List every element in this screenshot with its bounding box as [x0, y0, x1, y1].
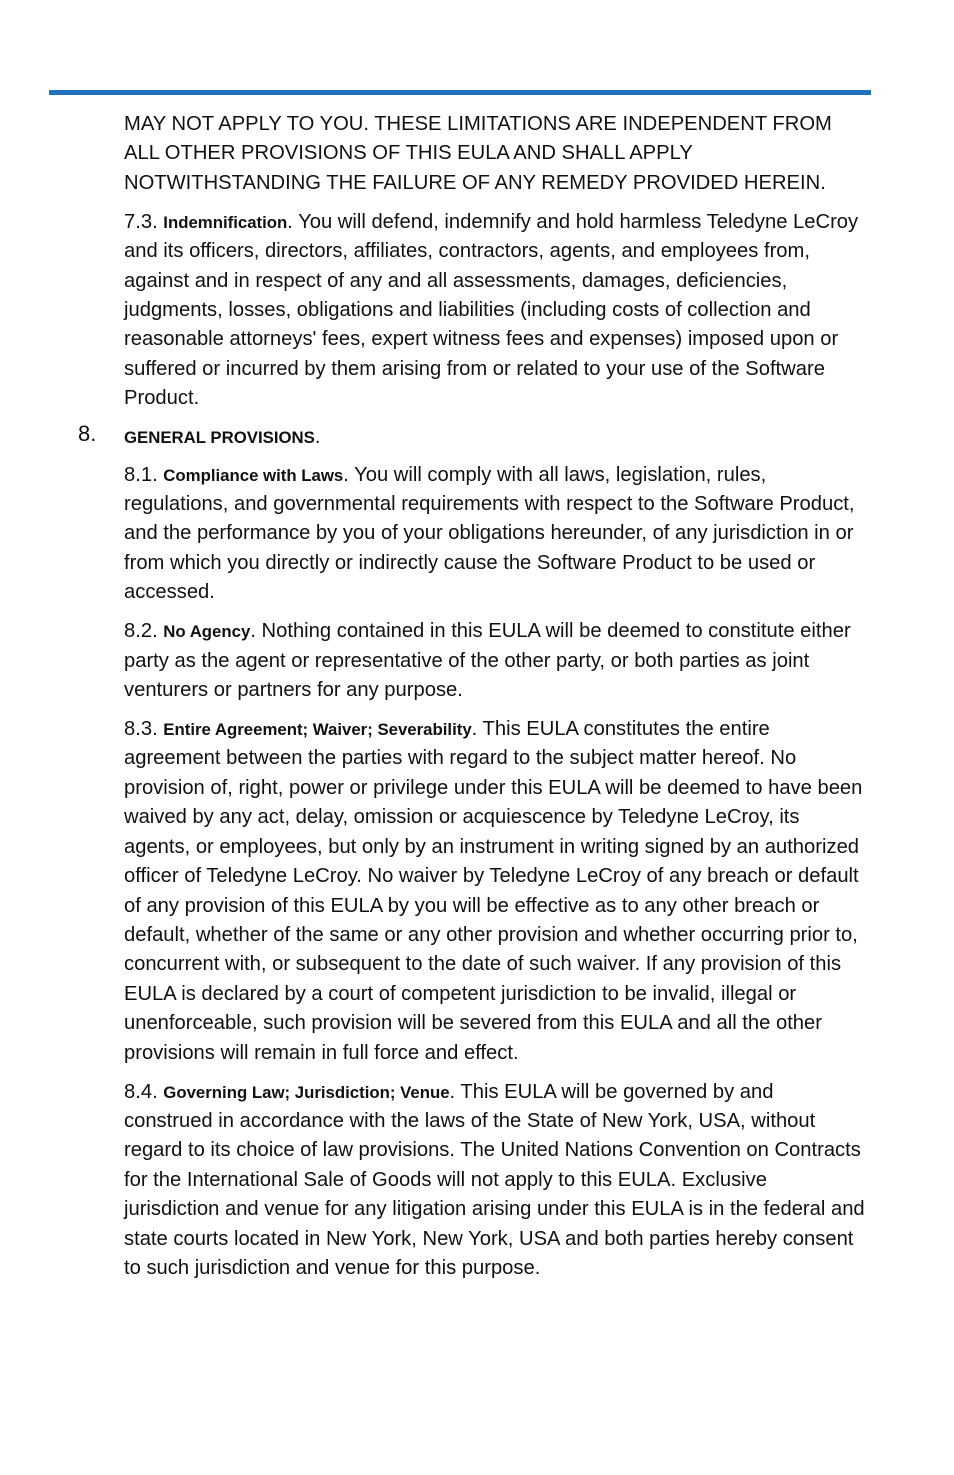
clause-number: 7.3.: [124, 210, 164, 233]
clause-heading: Governing Law; Jurisdiction; Venue: [163, 1082, 450, 1102]
header-rule: [49, 90, 871, 95]
section-8-heading: [78, 421, 866, 452]
clause-body: . This EULA constitutes the entire agreement between the parties with regard to the subject matter hereof. No provision of, right, power or privilege under this EULA will be deemed to have been waived by any act, delay, omission or acquiescence by Teledyne LeCroy, its agents, or employees, but only by an instrument in writing signed by an authorized officer of Teledyne LeCroy. No waiver by Teledyne LeCroy of any breach or default of any provision of this EULA by you will be effective as to any other breach or default, whether of the same or any other provision and whether occurring prior to, concurrent with, or subsequent to the date of such waiver. If any provision of this EULA is declared by a court of competent jurisdiction to be invalid, illegal or unenforceable, such provision will be severed from this EULA and all the other provisions will remain in full force and effect.: [124, 718, 863, 1064]
clause-number: 8.2.: [124, 620, 164, 643]
section-number: 8.: [78, 421, 97, 447]
clause-body: . You will comply with all laws, legislation, rules, regulations, and governmental requirements with respect to the Software Product, and the performance by you of your obligations hereunder, of any jurisdiction in or from which you directly or indirectly cause the Software Product to be used or accessed.: [124, 463, 855, 604]
clause-8-2: [124, 617, 866, 705]
clause-body: . This EULA will be governed by and construed in accordance with the laws of the State of New York, USA, without regard to its choice of law provisions. The United Nations Convention on Contracts for the International Sale of Goods will not apply to this EULA. Exclusive jurisdiction and venue for any litigation arising under this EULA is in the federal and state courts located in New York, New York, USA and both parties hereby consent to such jurisdiction and venue for this purpose.: [124, 1080, 865, 1279]
clause-number: 8.3.: [124, 718, 164, 741]
clause-8-3: [124, 715, 866, 1068]
clause-body: . Nothing contained in this EULA will be deemed to constitute either party as the agent or representative of the other party, or both parties as joint venturers or partners for any purpose.: [124, 620, 851, 702]
clause-number: 8.1.: [124, 463, 164, 486]
clause-heading: Entire Agreement; Waiver; Severability: [163, 720, 472, 740]
clause-body: . You will defend, indemnify and hold harmless Teledyne LeCroy and its officers, directors, affiliates, contractors, agents, and employees from, against and in respect of any and all assessments, damages, deficiencies, judgments, losses, obligations and liabilities (including costs of collection and reasonable attorneys' fees, expert witness fees and expenses) imposed upon or suffered or incurred by them arising from or related to your use of the Software Product.: [124, 210, 859, 410]
clause-8-4: [124, 1078, 866, 1284]
clause-8-1: [124, 461, 866, 608]
continuation-text: MAY NOT APPLY TO YOU. THESE LIMITATIONS ARE INDEPENDENT FROM ALL OTHER PROVISIONS OF THIS EULA AND SHALL APPLY NOTWITHSTANDING THE FAILURE OF ANY REMEDY PROVIDED HEREIN.: [124, 113, 832, 194]
clause-heading: Indemnification: [163, 212, 288, 232]
section-title: GENERAL PROVISIONS: [124, 428, 315, 448]
clause-number: 8.4.: [124, 1080, 164, 1103]
document-body: [78, 110, 866, 1293]
clause-7-3: [124, 208, 866, 414]
section-title-suffix: .: [314, 426, 321, 449]
clause-heading: No Agency: [163, 622, 251, 642]
clause-heading: Compliance with Laws: [163, 465, 344, 485]
paragraph-continuation: [124, 110, 866, 198]
